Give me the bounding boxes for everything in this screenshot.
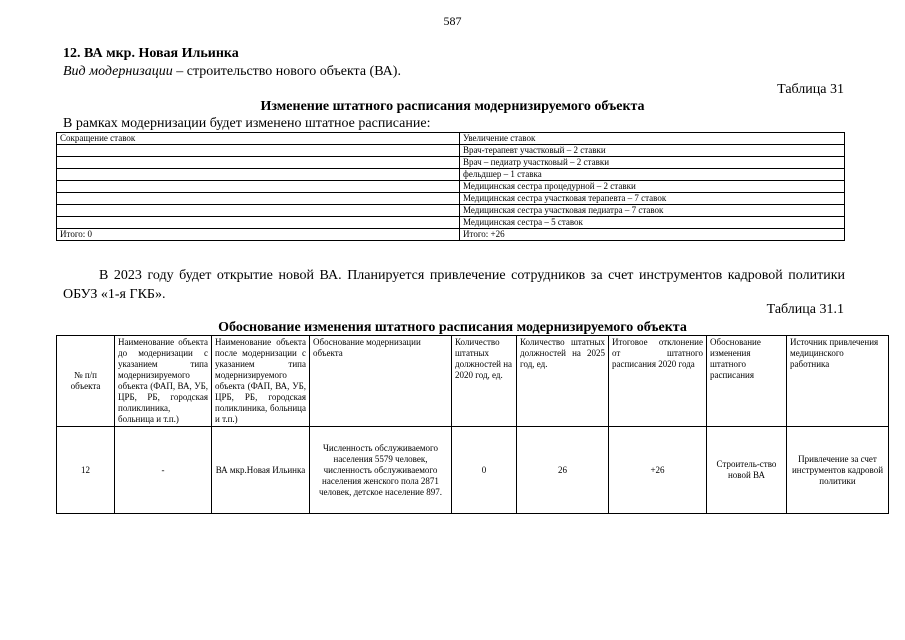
reduction-cell [57,217,460,229]
cell-change-reason: Строитель-ство новой ВА [707,427,787,514]
increase-cell: Медицинская сестра – 5 ставок [460,217,845,229]
cell-object-number: 12 [57,427,115,514]
total-increase: Итого: +26 [460,229,845,241]
header-object-number: № п/п объекта [57,336,115,427]
table-row [57,205,845,217]
cell-staff-2025: 26 [517,427,609,514]
modernization-type [63,64,401,80]
header-name-before: Наименование объекта до модернизации с указанием типа модернизируемого объекта (ФАП, ВА, УБ, ЦРБ, РБ, городская поликлиника, больница и т.п.) [115,336,212,427]
cell-name-after: ВА мкр.Новая Ильинка [212,427,310,514]
table-header-row [57,133,845,145]
header-change-reason: Обоснование изменения штатного расписания [707,336,787,427]
modernization-type-value: – строительство нового объекта (ВА). [172,64,401,79]
header-name-after: Наименование объекта после модернизации с указанием типа модернизируемого объекта (ФАП, ВА, УБ, ЦРБ, РБ, городская поликлиника, больница и т.п.) [212,336,310,427]
increase-cell: Медицинская сестра участковая терапевта – 7 ставок [460,193,845,205]
cell-justification: Численность обслуживаемого населения 5579 человек, численность обслуживаемого населения женского пола 2871 человек, детское население 897. [310,427,452,514]
header-increase: Увеличение ставок [460,133,845,145]
header-staff-2020: Количество штатных должностей на 2020 год, ед. [452,336,517,427]
increase-cell: Врач – педиатр участковый – 2 ставки [460,157,845,169]
total-reduction: Итого: 0 [57,229,460,241]
table-row [57,217,845,229]
staff-justification-table [56,335,889,514]
header-staff-2025: Количество штатных должностей на 2025 год, ед. [517,336,609,427]
page-number: 587 [443,14,462,28]
table31-title: Изменение штатного расписания модернизируемого объекта [260,99,645,114]
table-row [57,181,845,193]
section-heading: 12. ВА мкр. Новая Ильинка [63,46,239,61]
body-paragraph: В 2023 году будет открытие новой ВА. Планируется привлечение сотрудников за счет инструментов кадровой политики ОБУЗ «1-я ГКБ». [63,268,845,302]
header-recruitment-source: Источник привлечения медицинского работника [787,336,889,427]
reduction-cell [57,205,460,217]
cell-deviation: +26 [609,427,707,514]
reduction-cell [57,169,460,181]
table311-title: Обоснование изменения штатного расписания модернизируемого объекта [218,320,687,335]
table31-intro: В рамках модернизации будет изменено штатное расписание: [63,116,431,131]
table-row [57,169,845,181]
table-row [57,157,845,169]
header-deviation: Итоговое отклонение от штатного расписания 2020 года [609,336,707,427]
table31-caption: Таблица 31 [777,82,844,97]
cell-staff-2020: 0 [452,427,517,514]
reduction-cell [57,193,460,205]
header-justification: Обоснование модернизации объекта [310,336,452,427]
reduction-cell [57,157,460,169]
table-row [57,193,845,205]
table-header-row [57,336,889,427]
cell-name-before: - [115,427,212,514]
table-row [57,145,845,157]
reduction-cell [57,145,460,157]
increase-cell: Врач-терапевт участковый – 2 ставки [460,145,845,157]
staff-change-table [56,132,845,241]
increase-cell: Медицинская сестра процедурной – 2 ставки [460,181,845,193]
table-row [57,427,889,514]
table-total-row [57,229,845,241]
table311-caption: Таблица 31.1 [766,302,844,317]
cell-recruitment-source: Привлечение за счет инструментов кадровой политики [787,427,889,514]
increase-cell: фельдшер – 1 ставка [460,169,845,181]
reduction-cell [57,181,460,193]
modernization-type-label: Вид модернизации [63,64,173,79]
header-reduction: Сокращение ставок [57,133,460,145]
increase-cell: Медицинская сестра участковая педиатра – 7 ставок [460,205,845,217]
